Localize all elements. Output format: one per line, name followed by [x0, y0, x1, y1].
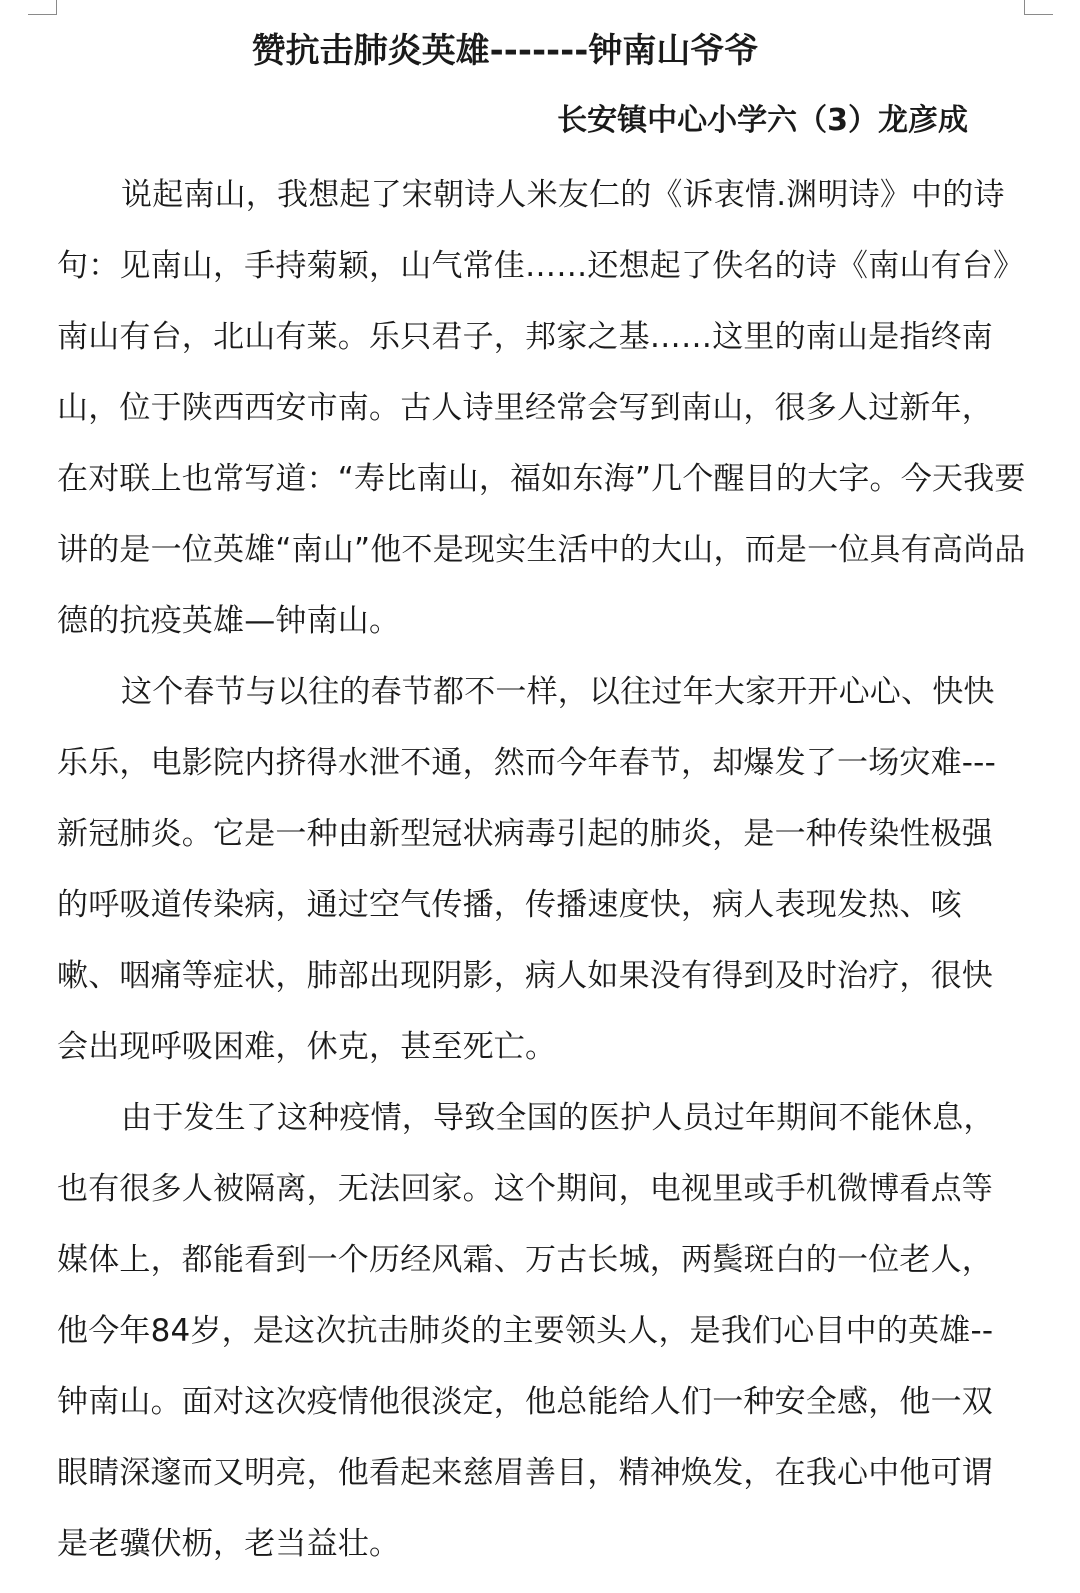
- paragraph-line: 钟南山。面对这次疫情他很淡定，他总能给人们一种安全感，他一双: [57, 1384, 993, 1420]
- paragraph-line: 讲的是一位英雄“南山”他不是现实生活中的大山，而是一位具有高尚品: [57, 532, 1026, 568]
- crop-mark-right: [1024, 0, 1053, 15]
- paragraph-line: 媒体上，都能看到一个历经风霜、万古长城，两鬓斑白的一位老人，: [57, 1242, 993, 1278]
- document-title: 赞抗击肺炎英雄-------钟南山爷爷: [251, 31, 759, 71]
- author-byline: 长安镇中心小学六（3）龙彦成: [557, 103, 968, 138]
- paragraph-line: 眼睛深邃而又明亮，他看起来慈眉善目，精神焕发，在我心中他可谓: [57, 1455, 993, 1491]
- paragraph-line: 由于发生了这种疫情，导致全国的医护人员过年期间不能休息，: [121, 1100, 995, 1136]
- paragraph-line: 也有很多人被隔离，无法回家。这个期间，电视里或手机微博看点等: [57, 1171, 993, 1207]
- paragraph-line: 新冠肺炎。它是一种由新型冠状病毒引起的肺炎，是一种传染性极强: [57, 816, 993, 852]
- paragraph-line: 是老骥伏枥，老当益壮。: [57, 1526, 401, 1562]
- paragraph-line: 嗽、咽痛等症状，肺部出现阴影，病人如果没有得到及时治疗，很快: [57, 958, 993, 994]
- paragraph-line: 句：见南山，手持菊颖，山气常佳……还想起了佚名的诗《南山有台》: [57, 248, 1025, 284]
- paragraph-line: 山，位于陕西西安市南。古人诗里经常会写到南山，很多人过新年，: [57, 390, 993, 426]
- crop-mark-left: [28, 0, 57, 15]
- paragraph-line: 会出现呼吸困难，休克，甚至死亡。: [57, 1029, 557, 1065]
- paragraph-line: 乐乐，电影院内挤得水泄不通，然而今年春节，却爆发了一场灾难---: [57, 745, 996, 781]
- document-body: [57, 160, 1027, 1580]
- paragraph-line: 的呼吸道传染病，通过空气传播，传播速度快，病人表现发热、咳: [57, 887, 962, 923]
- paragraph-line: 这个春节与以往的春节都不一样，以往过年大家开开心心、快快: [121, 674, 995, 710]
- paragraph-line: 他今年84岁，是这次抗击肺炎的主要领头人，是我们心目中的英雄--: [57, 1313, 994, 1349]
- paragraph-line: 说起南山，我想起了宋朝诗人米友仁的《诉衷情.渊明诗》中的诗: [121, 177, 1005, 213]
- paragraph-line: 南山有台，北山有莱。乐只君子，邦家之基……这里的南山是指终南: [57, 319, 993, 355]
- paragraph-line: 德的抗疫英雄—钟南山。: [57, 603, 401, 639]
- paragraph-line: 在对联上也常写道：“寿比南山，福如东海”几个醒目的大字。今天我要: [57, 461, 1026, 497]
